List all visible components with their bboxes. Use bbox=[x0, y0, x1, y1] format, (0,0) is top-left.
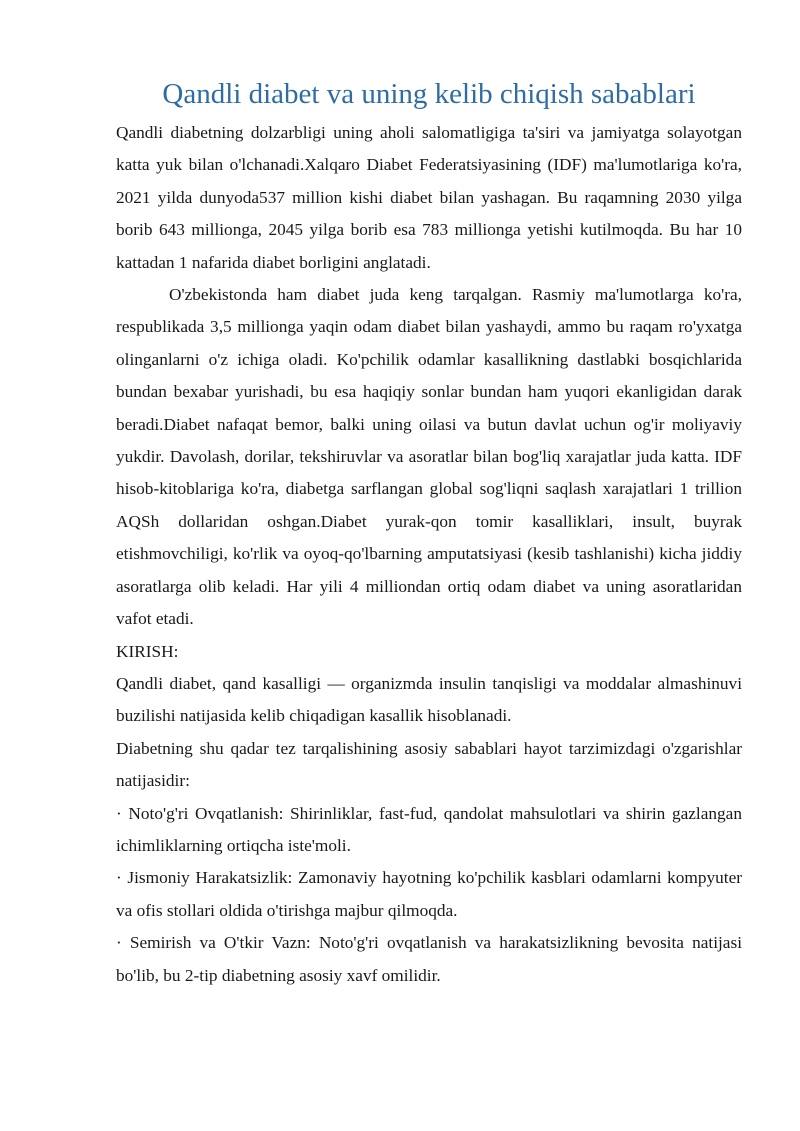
paragraph-definition: Qandli diabet, qand kasalligi — organizmda insulin tanqisligi va moddalar almashinuvi buzilishi natijasida kelib chiqadigan kasallik hisoblanadi. bbox=[116, 673, 742, 726]
document-page bbox=[116, 74, 742, 992]
paragraph-relevance: Qandli diabetning dolzarbligi uning aholi salomatligiga ta'siri va jamiyatga solayotgan katta yuk bilan o'lchanadi.Xalqaro Diabet Federatsiyasining (IDF) ma'lumotlariga ko'ra, 2021 yilda dunyoda537 million kishi diabet bilan yashagan. Bu raqamning 2030 yilga borib 643 millionga, 2045 yilga borib esa 783 millionga yetishi kutilmoqda. Bu har 10 kattadan 1 nafarida diabet borligini anglatadi. bbox=[116, 123, 742, 272]
document-title: Qandli diabet va uning kelib chiqish sabablari bbox=[162, 78, 696, 110]
list-item-obesity: · Semirish va O'tkir Vazn: Noto'g'ri ovqatlanish va harakatsizlikning bevosita natijasi bo'lib, bu 2-tip diabetning asosiy xavf omilidir. bbox=[116, 933, 742, 985]
paragraph-uzbekistan: O'zbekistonda ham diabet juda keng tarqalgan. Rasmiy ma'lumotlarga ko'ra, respublikada 3,5 millionga yaqin odam diabet bilan yashaydi, ammo bu raqam ro'yxatga olinganlarni o'z ichiga oladi. Ko'pchilik odamlar kasallikning dastlabki bosqichlarida bundan bexabar yurishadi, bu esa haqiqiy sonlar bundan ham yuqori ekanligidan darak beradi.Diabet nafaqat bemor, balki uning oilasi va butun davlat uchun og'ir moliyaviy yukdir. Davolash, dorilar, tekshiruvlar va asoratlar bilan bog'liq xarajatlar juda katta. IDF hisob-kitoblariga ko'ra, diabetga sarflangan global sog'liqni saqlash xarajatlari 1 trillion AQSh dollaridan oshgan.Diabet yurak-qon tomir kasalliklari, insult, buyrak etishmovchiligi, ko'rlik va oyoq-qo'lbarning amputatsiyasi (kesib tashlanishi) kicha jiddiy asoratlarga olib keladi. Har yili 4 milliondan ortiq odam diabet va uning asoratlaridan vafot etadi. bbox=[116, 285, 742, 629]
section-heading-introduction: KIRISH: bbox=[116, 641, 179, 661]
list-item-inactivity: · Jismoniy Harakatsizlik: Zamonaviy hayotning ko'pchilik kasblari odamlarni kompyuter va ofis stollari oldida o'tirishga majbur qilmoqda. bbox=[116, 868, 742, 920]
paragraph-causes-intro: Diabetning shu qadar tez tarqalishining asosiy sabablari hayot tarzimizdagi o'zgarishlar natijasidir: bbox=[116, 738, 742, 791]
list-item-nutrition: · Noto'g'ri Ovqatlanish: Shirinliklar, fast-fud, qandolat mahsulotlari va shirin gazlangan ichimliklarning ortiqcha iste'moli. bbox=[116, 803, 742, 855]
